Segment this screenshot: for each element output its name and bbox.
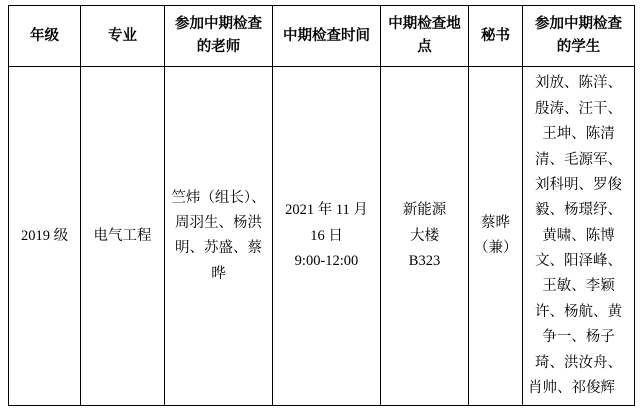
column-header-major: 专业 <box>81 6 165 67</box>
time-line-1: 2021 年 11 月 <box>285 202 368 219</box>
column-header-time: 中期检查时间 <box>273 6 381 67</box>
secretary-line-2: （兼） <box>474 240 518 257</box>
column-header-place: 中期检查地点 <box>381 6 469 67</box>
secretary-line-1: 蔡晔 <box>481 214 510 231</box>
cell-place <box>381 67 469 406</box>
place-line-3: B323 <box>408 253 441 269</box>
table-row <box>9 67 635 406</box>
cell-time <box>273 67 381 406</box>
table-header-row <box>9 6 635 67</box>
cell-secretary <box>469 67 523 406</box>
cell-students: 刘放、陈洋、殷涛、汪干、王坤、陈清清、毛源军、刘科明、罗俊毅、杨璟纾、黄啸、陈博文、阳泽峰、王敏、李颖许、杨航、黄争一、杨子琦、洪汝舟、肖帅、祁俊辉 <box>523 67 635 406</box>
place-line-2: 大楼 <box>410 227 439 244</box>
cell-teachers: 竺炜（组长）、周羽生、杨洪明、苏盛、蔡晔 <box>165 67 273 406</box>
cell-grade: 2019 级 <box>9 67 81 406</box>
time-line-2: 16 日 <box>310 227 343 244</box>
column-header-teachers: 参加中期检查的老师 <box>165 6 273 67</box>
column-header-grade: 年级 <box>9 6 81 67</box>
column-header-students: 参加中期检查的学生 <box>523 6 635 67</box>
cell-major: 电气工程 <box>81 67 165 406</box>
time-line-3: 9:00-12:00 <box>294 253 359 269</box>
column-header-secretary: 秘书 <box>469 6 523 67</box>
document-page <box>0 5 643 420</box>
place-line-1: 新能源 <box>402 202 447 219</box>
midterm-inspection-table <box>8 5 635 406</box>
